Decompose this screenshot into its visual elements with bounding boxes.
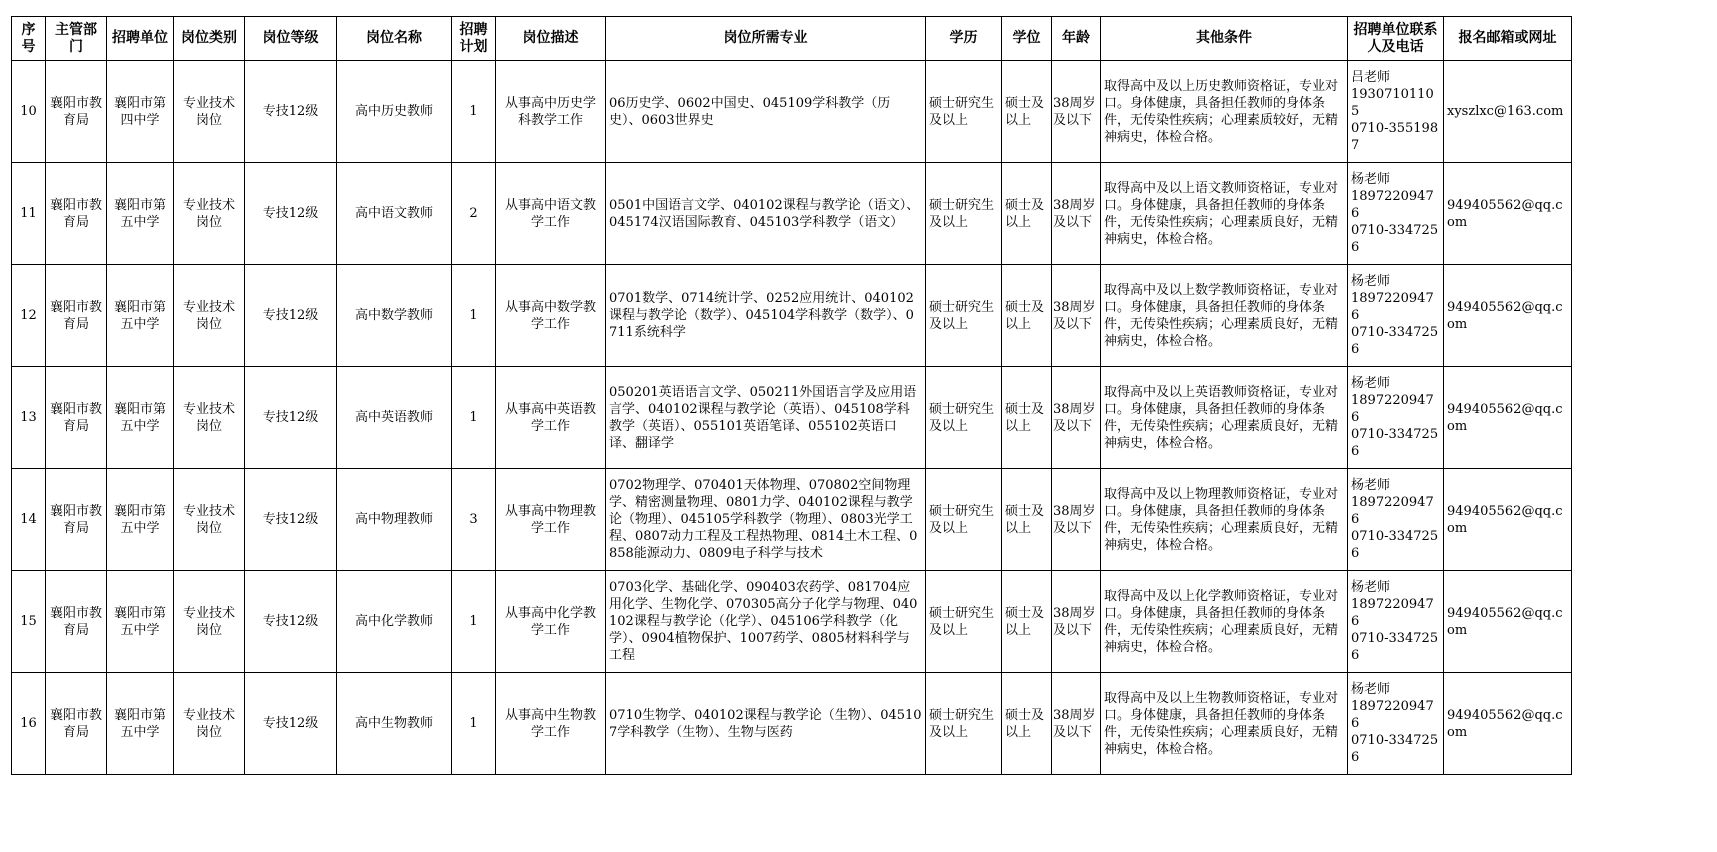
cell-dept: 襄阳市教育局 — [46, 265, 107, 367]
cell-position: 高中英语教师 — [337, 367, 452, 469]
cell-description: 从事高中数学教学工作 — [496, 265, 606, 367]
cell-majors: 050201英语语言文学、050211外国语言学及应用语言学、040102课程与教学论（英语）、045108学科教学（英语）、055101英语笔译、055102英语口译、翻译学 — [606, 367, 926, 469]
cell-conditions: 取得高中及以上数学教师资格证，专业对口。身体健康，具备担任教师的身体条件，无传染性疾病；心理素质良好，无精神病史，体检合格。 — [1101, 265, 1348, 367]
cell-contact: 杨老师 18972209476 0710-3347256 — [1348, 367, 1444, 469]
header-degree: 学位 — [1002, 17, 1052, 61]
cell-dept: 襄阳市教育局 — [46, 163, 107, 265]
cell-category: 专业技术岗位 — [174, 469, 245, 571]
table-row — [12, 673, 1572, 775]
table-row — [12, 469, 1572, 571]
cell-conditions: 取得高中及以上历史教师资格证，专业对口。身体健康，具备担任教师的身体条件，无传染性疾病；心理素质较好，无精神病史，体检合格。 — [1101, 61, 1348, 163]
cell-no: 15 — [12, 571, 46, 673]
table-row — [12, 163, 1572, 265]
cell-unit: 襄阳市第五中学 — [107, 673, 174, 775]
cell-degree: 硕士及以上 — [1002, 673, 1052, 775]
cell-no: 14 — [12, 469, 46, 571]
cell-majors: 06历史学、0602中国史、045109学科教学（历史）、0603世界史 — [606, 61, 926, 163]
header-age: 年龄 — [1052, 17, 1101, 61]
cell-position: 高中历史教师 — [337, 61, 452, 163]
header-majors: 岗位所需专业 — [606, 17, 926, 61]
cell-plan: 1 — [452, 571, 496, 673]
cell-degree: 硕士及以上 — [1002, 469, 1052, 571]
cell-dept: 襄阳市教育局 — [46, 571, 107, 673]
cell-plan: 1 — [452, 265, 496, 367]
cell-conditions: 取得高中及以上物理教师资格证，专业对口。身体健康，具备担任教师的身体条件，无传染性疾病；心理素质良好，无精神病史，体检合格。 — [1101, 469, 1348, 571]
cell-email: 949405562@qq.com — [1444, 265, 1572, 367]
cell-plan: 3 — [452, 469, 496, 571]
cell-no: 10 — [12, 61, 46, 163]
table-row — [12, 61, 1572, 163]
cell-email: xyszlxc@163.com — [1444, 61, 1572, 163]
cell-category: 专业技术岗位 — [174, 367, 245, 469]
cell-age: 38周岁及以下 — [1052, 673, 1101, 775]
header-dept: 主管部门 — [46, 17, 107, 61]
cell-education: 硕士研究生及以上 — [926, 61, 1002, 163]
cell-dept: 襄阳市教育局 — [46, 673, 107, 775]
header-email: 报名邮箱或网址 — [1444, 17, 1572, 61]
cell-majors: 0703化学、基础化学、090403农药学、081704应用化学、生物化学、070305高分子化学与物理、040102课程与教学论（化学）、045106学科教学（化学）、0904植物保护、1007药学、0805材料科学与工程 — [606, 571, 926, 673]
cell-email: 949405562@qq.com — [1444, 367, 1572, 469]
cell-category: 专业技术岗位 — [174, 265, 245, 367]
cell-dept: 襄阳市教育局 — [46, 61, 107, 163]
header-level: 岗位等级 — [245, 17, 337, 61]
cell-level: 专技12级 — [245, 469, 337, 571]
cell-unit: 襄阳市第五中学 — [107, 367, 174, 469]
cell-unit: 襄阳市第五中学 — [107, 163, 174, 265]
cell-majors: 0701数学、0714统计学、0252应用统计、040102课程与教学论（数学）、045104学科教学（数学）、0711系统科学 — [606, 265, 926, 367]
cell-description: 从事高中物理教学工作 — [496, 469, 606, 571]
cell-degree: 硕士及以上 — [1002, 367, 1052, 469]
cell-email: 949405562@qq.com — [1444, 673, 1572, 775]
cell-category: 专业技术岗位 — [174, 163, 245, 265]
cell-contact: 杨老师 18972209476 0710-3347256 — [1348, 571, 1444, 673]
cell-age: 38周岁及以下 — [1052, 571, 1101, 673]
cell-majors: 0702物理学、070401天体物理、070802空间物理学、精密测量物理、0801力学、040102课程与教学论（物理）、045105学科教学（物理）、0803光学工程、0807动力工程及工程热物理、0814土木工程、0858能源动力、0809电子科学与技术 — [606, 469, 926, 571]
cell-age: 38周岁及以下 — [1052, 469, 1101, 571]
cell-contact: 吕老师 19307101105 0710-3551987 — [1348, 61, 1444, 163]
cell-plan: 1 — [452, 673, 496, 775]
cell-description: 从事高中生物教学工作 — [496, 673, 606, 775]
header-position: 岗位名称 — [337, 17, 452, 61]
cell-age: 38周岁及以下 — [1052, 61, 1101, 163]
cell-plan: 1 — [452, 367, 496, 469]
cell-degree: 硕士及以上 — [1002, 265, 1052, 367]
cell-no: 13 — [12, 367, 46, 469]
cell-plan: 1 — [452, 61, 496, 163]
cell-no: 12 — [12, 265, 46, 367]
cell-position: 高中化学教师 — [337, 571, 452, 673]
cell-level: 专技12级 — [245, 61, 337, 163]
header-education: 学历 — [926, 17, 1002, 61]
header-row — [12, 17, 1572, 61]
cell-degree: 硕士及以上 — [1002, 571, 1052, 673]
cell-contact: 杨老师 18972209476 0710-3347256 — [1348, 469, 1444, 571]
table-row — [12, 265, 1572, 367]
cell-conditions: 取得高中及以上生物教师资格证，专业对口。身体健康，具备担任教师的身体条件，无传染性疾病；心理素质良好，无精神病史，体检合格。 — [1101, 673, 1348, 775]
cell-unit: 襄阳市第五中学 — [107, 469, 174, 571]
recruitment-table — [11, 16, 1572, 775]
cell-level: 专技12级 — [245, 571, 337, 673]
table-row — [12, 367, 1572, 469]
cell-level: 专技12级 — [245, 265, 337, 367]
cell-degree: 硕士及以上 — [1002, 61, 1052, 163]
cell-description: 从事高中语文教学工作 — [496, 163, 606, 265]
cell-position: 高中语文教师 — [337, 163, 452, 265]
cell-unit: 襄阳市第五中学 — [107, 265, 174, 367]
cell-contact: 杨老师 18972209476 0710-3347256 — [1348, 163, 1444, 265]
cell-conditions: 取得高中及以上语文教师资格证，专业对口。身体健康，具备担任教师的身体条件，无传染性疾病；心理素质良好，无精神病史，体检合格。 — [1101, 163, 1348, 265]
cell-level: 专技12级 — [245, 367, 337, 469]
cell-dept: 襄阳市教育局 — [46, 367, 107, 469]
cell-age: 38周岁及以下 — [1052, 265, 1101, 367]
cell-age: 38周岁及以下 — [1052, 163, 1101, 265]
cell-education: 硕士研究生及以上 — [926, 163, 1002, 265]
cell-unit: 襄阳市第四中学 — [107, 61, 174, 163]
cell-education: 硕士研究生及以上 — [926, 265, 1002, 367]
cell-category: 专业技术岗位 — [174, 61, 245, 163]
cell-position: 高中物理教师 — [337, 469, 452, 571]
cell-education: 硕士研究生及以上 — [926, 367, 1002, 469]
cell-category: 专业技术岗位 — [174, 673, 245, 775]
cell-contact: 杨老师 18972209476 0710-3347256 — [1348, 265, 1444, 367]
cell-description: 从事高中历史学科教学工作 — [496, 61, 606, 163]
cell-majors: 0710生物学、040102课程与教学论（生物）、045107学科教学（生物）、生物与医药 — [606, 673, 926, 775]
header-plan: 招聘计划 — [452, 17, 496, 61]
cell-plan: 2 — [452, 163, 496, 265]
cell-position: 高中生物教师 — [337, 673, 452, 775]
cell-email: 949405562@qq.com — [1444, 571, 1572, 673]
cell-level: 专技12级 — [245, 673, 337, 775]
header-unit: 招聘单位 — [107, 17, 174, 61]
cell-age: 38周岁及以下 — [1052, 367, 1101, 469]
cell-education: 硕士研究生及以上 — [926, 673, 1002, 775]
cell-level: 专技12级 — [245, 163, 337, 265]
cell-education: 硕士研究生及以上 — [926, 571, 1002, 673]
cell-majors: 0501中国语言文学、040102课程与教学论（语文）、045174汉语国际教育、045103学科教学（语文） — [606, 163, 926, 265]
table-row — [12, 571, 1572, 673]
table-body — [12, 61, 1572, 775]
cell-email: 949405562@qq.com — [1444, 163, 1572, 265]
cell-no: 16 — [12, 673, 46, 775]
header-category: 岗位类别 — [174, 17, 245, 61]
cell-conditions: 取得高中及以上英语教师资格证，专业对口。身体健康，具备担任教师的身体条件，无传染性疾病；心理素质良好，无精神病史，体检合格。 — [1101, 367, 1348, 469]
cell-category: 专业技术岗位 — [174, 571, 245, 673]
cell-education: 硕士研究生及以上 — [926, 469, 1002, 571]
cell-email: 949405562@qq.com — [1444, 469, 1572, 571]
cell-position: 高中数学教师 — [337, 265, 452, 367]
header-contact: 招聘单位联系人及电话 — [1348, 17, 1444, 61]
cell-description: 从事高中英语教学工作 — [496, 367, 606, 469]
header-description: 岗位描述 — [496, 17, 606, 61]
cell-dept: 襄阳市教育局 — [46, 469, 107, 571]
cell-contact: 杨老师 18972209476 0710-3347256 — [1348, 673, 1444, 775]
header-conditions: 其他条件 — [1101, 17, 1348, 61]
cell-unit: 襄阳市第五中学 — [107, 571, 174, 673]
header-no: 序号 — [12, 17, 46, 61]
cell-no: 11 — [12, 163, 46, 265]
cell-conditions: 取得高中及以上化学教师资格证，专业对口。身体健康，具备担任教师的身体条件，无传染性疾病；心理素质良好，无精神病史，体检合格。 — [1101, 571, 1348, 673]
cell-description: 从事高中化学教学工作 — [496, 571, 606, 673]
cell-degree: 硕士及以上 — [1002, 163, 1052, 265]
